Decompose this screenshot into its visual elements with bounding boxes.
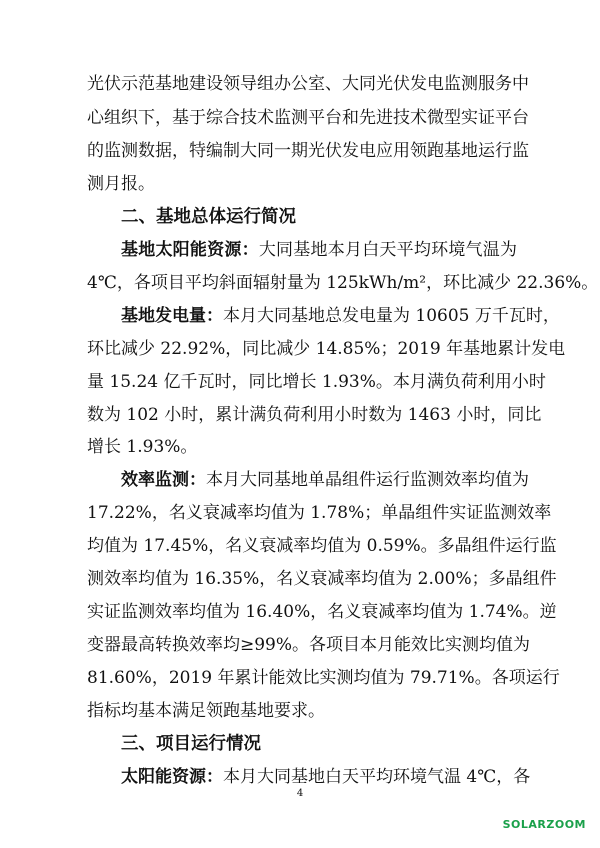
generation-line-1 [121, 306, 560, 326]
generation-text: 本月大同基地总发电量为 10605 万千瓦时， [223, 306, 560, 326]
generation-lead: 基地发电量： [121, 306, 223, 326]
efficiency-line-7: 81.60%，2019 年累计能效比实测均值为 79.71%。各项运行 [87, 668, 560, 688]
page-number: 4 [296, 788, 304, 799]
intro-line-3: 的监测数据，特编制大同一期光伏发电应用领跑基地运行监 [87, 141, 529, 161]
generation-line-2: 环比减少 22.92%，同比减少 14.85%；2019 年基地累计发电 [87, 339, 566, 359]
solar-resource-text: 大同基地本月白天平均环境气温为 [258, 240, 518, 260]
efficiency-line-8: 指标均基本满足领跑基地要求。 [87, 701, 325, 721]
project-solar-line-1 [121, 767, 531, 787]
generation-line-4: 数为 102 小时，累计满负荷利用小时数为 1463 小时，同比 [87, 405, 542, 425]
intro-line-1: 光伏示范基地建设领导组办公室、大同光伏发电监测服务中 [87, 74, 529, 94]
efficiency-text: 本月大同基地单晶组件运行监测效率均值为 [206, 470, 529, 490]
efficiency-line-5: 实证监测效率均值为 16.40%，名义衰减率均值为 1.74%。逆 [87, 602, 557, 622]
project-solar-lead: 太阳能资源： [121, 767, 223, 787]
intro-line-2: 心组织下，基于综合技术监测平台和先进技术微型实证平台 [87, 108, 529, 128]
section-3-heading: 三、项目运行情况 [121, 734, 261, 754]
efficiency-line-4: 测效率均值为 16.35%，名义衰减率均值为 2.00%；多晶组件 [87, 569, 557, 589]
intro-line-4: 测月报。 [87, 174, 155, 194]
efficiency-line-3: 均值为 17.45%，名义衰减率均值为 0.59%。多晶组件运行监 [87, 536, 557, 556]
efficiency-line-6: 变器最高转换效率均≥99%。各项目本月能效比实测均值为 [87, 635, 531, 655]
project-solar-text: 本月大同基地白天平均环境气温 4℃，各 [223, 767, 531, 787]
solarzoom-watermark: SOLARZOOM [502, 818, 586, 831]
section-2-heading: 二、基地总体运行简况 [121, 207, 296, 227]
solar-resource-line-2: 4℃，各项目平均斜面辐射量为 125kWh/m²，环比减少 22.36%。 [87, 273, 599, 293]
solar-resource-line-1 [121, 240, 517, 260]
efficiency-line-1 [121, 470, 529, 490]
solar-resource-lead: 基地太阳能资源： [121, 240, 259, 260]
generation-line-3: 量 15.24 亿千瓦时，同比增长 1.93%。本月满负荷利用小时 [87, 372, 546, 392]
efficiency-line-2: 17.22%，名义衰减率均值为 1.78%；单晶组件实证监测效率 [87, 503, 552, 523]
generation-line-5: 增长 1.93%。 [87, 437, 198, 457]
efficiency-lead: 效率监测： [121, 470, 206, 490]
